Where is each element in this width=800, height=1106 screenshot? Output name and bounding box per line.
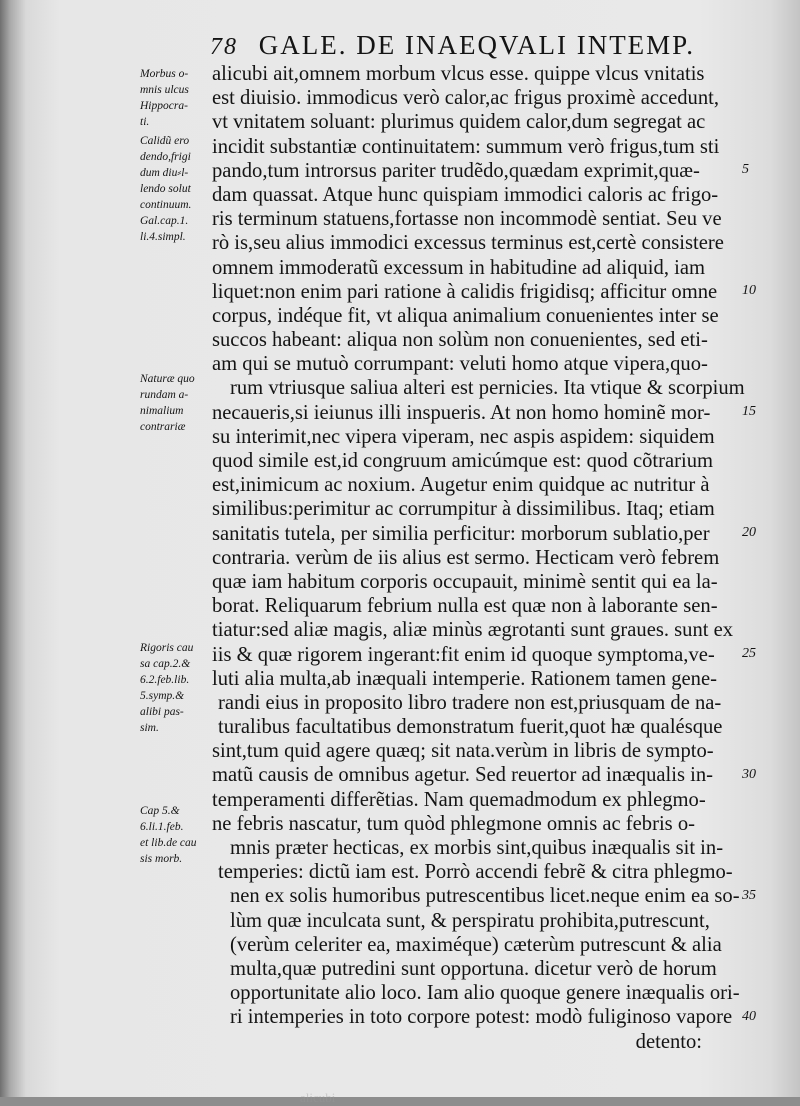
line-number: 20 (742, 525, 756, 540)
text-line: incidit substantiæ continuitatem: summum verò frigus,tum sti (212, 135, 720, 158)
text-line: tiatur:sed aliæ magis, aliæ minùs ægrotanti sunt graues. sunt ex (212, 619, 734, 642)
text-line: rò is,seu alius immodici excessus terminus est,certè consistere (212, 232, 724, 255)
line-number: 5 (742, 162, 749, 177)
text-line: succos habeant: aliqua non solùm non conuenientes, sed eti- (212, 329, 708, 352)
text-line: vt vnitatem soluant: plurimus quidem calor,dum segregat ac (212, 111, 706, 134)
text-line: am qui se mutuò corrumpant: veluti homo atque vipera,quo- (212, 353, 708, 376)
text-line: ris terminum statuens,fortasse non incommodè sentiat. Seu ve (212, 208, 722, 231)
line-number: 10 (742, 283, 756, 298)
text-line: similibus:perimitur ac corrumpitur à dissimilibus. Itaq; etiam (212, 498, 715, 521)
text-line: opportunitate alio loco. Iam alio quoque genere inæqualis ori- (230, 982, 740, 1005)
text-line: est diuisio. immodicus verò calor,ac frigus proximè accedunt, (212, 87, 720, 110)
main-text-block (212, 62, 745, 1054)
text-line: liquet:non enim pari ratione à calidis frigidisq; afficitur omne (212, 280, 718, 303)
text-line: detento: (635, 1030, 702, 1053)
text-line: iis & quæ rigorem ingerant:fit enim id quoque symptoma,ve- (212, 643, 715, 666)
text-line: ne febris nascatur, tum quòd phlegmone omnis ac febris o- (212, 812, 695, 835)
text-line: ri intemperies in toto corpore potest: modò fuliginoso vapore (230, 1006, 733, 1029)
text-line: (verùm celeriter ea, maximéque) cæterùm putrescunt & alia (230, 933, 722, 956)
text-line: sint,tum quid agere quæq; sit nata.verùm in libris de sympto- (212, 740, 714, 763)
line-number: 15 (742, 404, 756, 419)
margin-note: Rigoris cau sa cap.2.& 6.2.feb.lib. 5.symp.& alibi pas- sim. (140, 642, 194, 734)
text-line: temperamenti differẽtias. Nam quemadmodum ex phlegmo- (212, 788, 706, 811)
text-line: alicubi ait,omnem morbum vlcus esse. quippe vlcus vnitatis (212, 63, 705, 85)
running-header (210, 30, 730, 64)
line-number: 35 (742, 888, 756, 903)
margin-note: Cap 5.& 6.li.1.feb. et lib.de cau sis morb. (140, 805, 197, 865)
text-line: multa,quæ putredini sunt opportuna. dicetur verò de horum (230, 957, 717, 980)
text-line: matũ causis de omnibus agetur. Sed reuertor ad inæqualis in- (212, 764, 714, 787)
text-line: temperies: dictũ iam est. Porrò accendi febrẽ & citra phlegmo- (218, 861, 733, 884)
line-number: 30 (742, 767, 756, 782)
text-line: randi eius in proposito libro tradere non est,priusquam de na- (218, 691, 722, 714)
text-line: dam quassat. Atque hunc quispiam immodici caloris ac frigo- (212, 183, 719, 206)
text-line: necaueris,si ieiunus illi inspueris. At non homo hominẽ mor- (212, 401, 711, 424)
text-line: rum vtriusque saliua alteri est pernicies. Ita vtique & scorpium (230, 377, 745, 400)
margin-note: Naturæ quo rundam a- nimalium contrariæ (140, 373, 195, 433)
text-line: quod simile est,id congruum amicúmque est: quod cõtrarium (212, 450, 714, 472)
text-line: borat. Reliquarum febrium nulla est quæ non à laborante sen- (212, 595, 718, 618)
text-line: lùm quæ inculcata sunt, & perspiratu prohibita,putrescunt, (230, 909, 710, 932)
text-line: quæ iam habitum corporis occupauit, minimè sentit qui ea la- (212, 570, 718, 593)
running-title: GALE. DE INAEQVALI INTEMP. (258, 30, 695, 60)
line-number: 40 (742, 1009, 756, 1024)
text-line: luti alia multa,ab inæquali intemperie. Rationem tamen gene- (212, 667, 717, 690)
page-number: 78 (210, 34, 238, 60)
text-line: turalibus facultatibus demonstratum fuerit,quot hæ qualésque (218, 716, 723, 739)
text-line: pando,tum introrsus pariter trudẽdo,quædam exprimit,quæ- (212, 159, 700, 182)
margin-note: Calidũ ero dendo,frigi dum diu⸗l- lendo solut continuum. Gal.cap.1. li.4.simpl. (140, 135, 192, 243)
text-line: mnis præter hecticas, ex morbis sint,quibus inæqualis sit in- (230, 837, 724, 859)
text-line: contraria. verùm de iis alius est sermo. Hecticam verò febrem (212, 546, 720, 569)
line-number: 25 (742, 646, 756, 661)
text-line: omnem immoderatũ excessum in habitudine ad aliquid, iam (212, 256, 705, 279)
text-line: nen ex solis humoribus putrescentibus licet.neque enim ea so- (230, 885, 740, 908)
text-line: su interimit,nec vipera viperam, nec aspis aspidem: siquidem (212, 425, 715, 448)
text-line: corpus, indéque fit, vt aliqua animalium conuenientes inter se (212, 304, 719, 327)
margin-note: Morbus o- mnis ulcus Hippocra- ti. (140, 68, 189, 128)
text-line: sanitatis tutela, per similia perficitur: morborum sublatio,per (212, 522, 710, 545)
bleed-through-text: alicubi (300, 1090, 336, 1105)
text-line: est,inimicum ac noxium. Augetur enim quidque ac nutritur à (212, 474, 710, 497)
